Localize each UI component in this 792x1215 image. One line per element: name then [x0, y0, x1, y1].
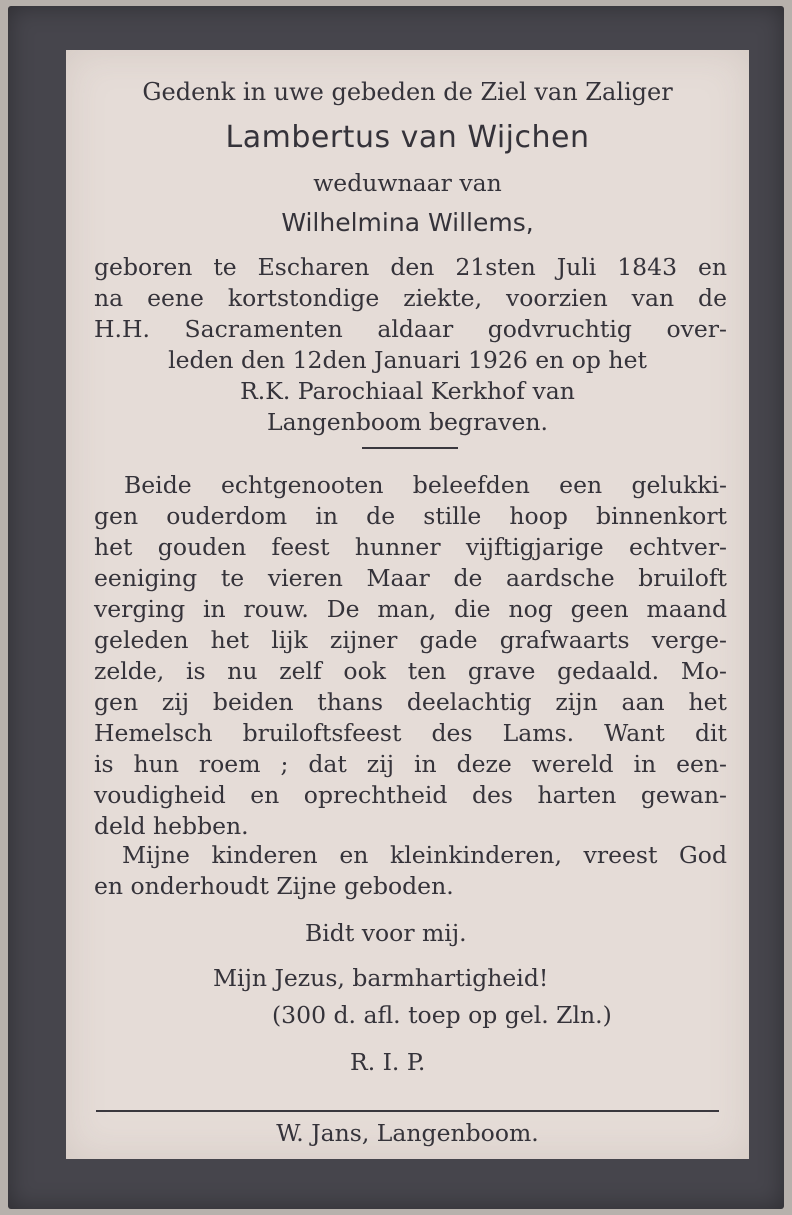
body-line: Beide echtgenooten beleefden een gelukki- [124, 471, 727, 499]
divider-short [362, 447, 458, 449]
relation-line: weduwnaar van [313, 169, 502, 197]
divider-long [96, 1110, 719, 1112]
card-paper [66, 50, 749, 1159]
indulgence-note: (300 d. afl. toep op gel. Zln.) [272, 1001, 612, 1029]
bio-line: geboren te Escharen den 21sten Juli 1843 en [94, 253, 727, 281]
invocation: Mijn Jezus, barmhartigheid! [213, 964, 549, 992]
body-line: verging in rouw. De man, die nog geen maand [94, 595, 727, 623]
body-line: eeniging te vieren Maar de aardsche bruiloft [94, 564, 727, 592]
body-line: voudigheid en oprechtheid des harten gewan- [94, 781, 727, 809]
bio-line: R.K. Parochiaal Kerkhof van [240, 377, 575, 405]
deceased-name: Lambertus van Wijchen [225, 120, 590, 155]
bio-line: leden den 12den Januari 1926 en op het [168, 346, 647, 374]
body-line: is hun roem ; dat zij in deze wereld in een- [94, 750, 727, 778]
rip: R. I. P. [350, 1048, 426, 1076]
body-line: en onderhoudt Zijne geboden. [94, 872, 454, 900]
body-line: Mijne kinderen en kleinkinderen, vreest God [122, 841, 727, 869]
bio-line: H.H. Sacramenten aldaar godvruchtig over- [94, 315, 727, 343]
prayer-request: Bidt voor mij. [305, 919, 467, 947]
body-line: gen ouderdom in de stille hoop binnenkort [94, 502, 727, 530]
mourning-card [8, 6, 784, 1209]
body-line: het gouden feest hunner vijftigjarige echtver- [94, 533, 727, 561]
body-line: zelde, is nu zelf ook ten grave gedaald. Mo- [94, 657, 727, 685]
body-line: Hemelsch bruiloftsfeest des Lams. Want dit [94, 719, 727, 747]
intro-line: Gedenk in uwe gebeden de Ziel van Zaliger [142, 78, 673, 106]
body-line: geleden het lijk zijner gade grafwaarts verge- [94, 626, 727, 654]
printer-credit: W. Jans, Langenboom. [276, 1119, 539, 1147]
bio-line: Langenboom begraven. [267, 408, 548, 436]
body-line: gen zij beiden thans deelachtig zijn aan het [94, 688, 727, 716]
spouse-name: Wilhelmina Willems, [281, 208, 534, 237]
bio-line: na eene kortstondige ziekte, voorzien van de [94, 284, 727, 312]
body-line: deld hebben. [94, 812, 249, 840]
